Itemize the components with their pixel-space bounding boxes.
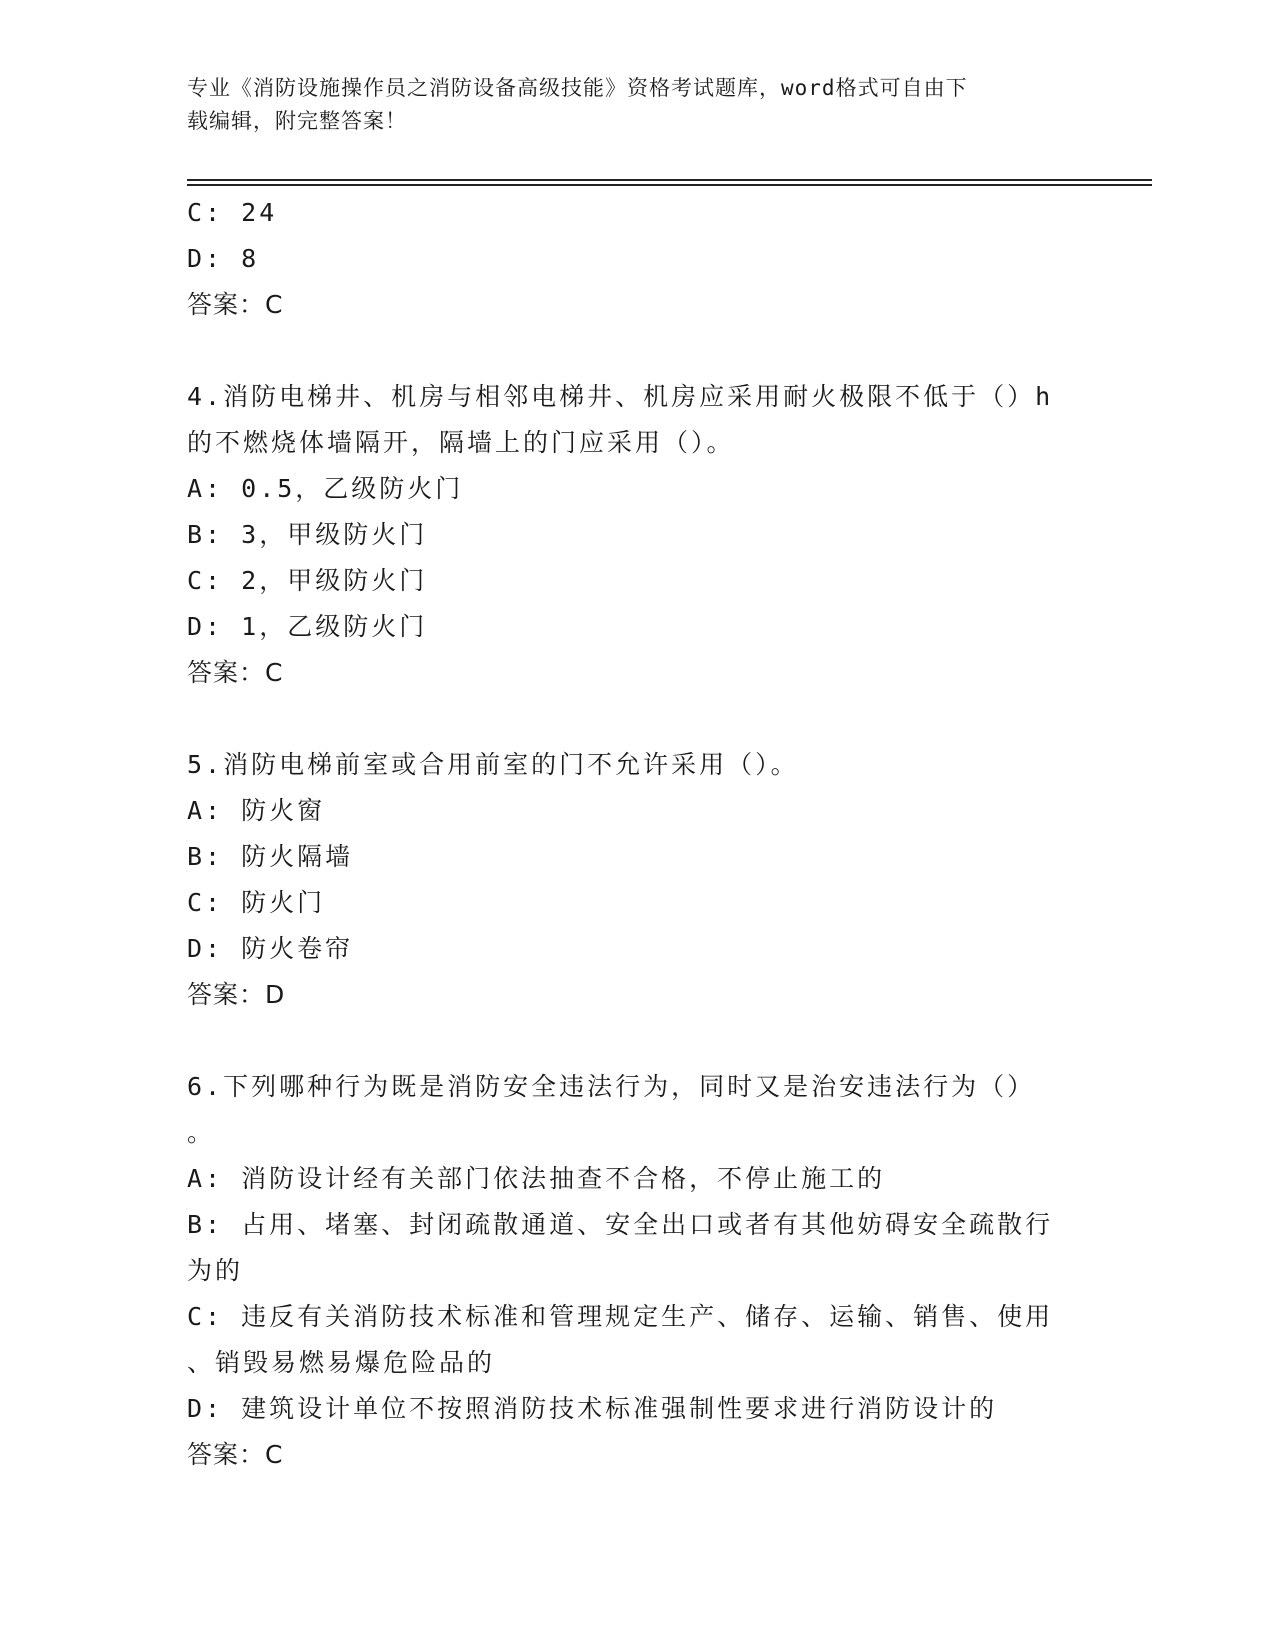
option-b: B: 防火隔墙 xyxy=(187,842,354,871)
document-header xyxy=(187,72,1067,138)
spacer xyxy=(187,1018,1087,1064)
question-3-tail xyxy=(187,190,1087,328)
option-b: B: 占用、堵塞、封闭疏散通道、安全出口或者有其他妨碍安全疏散行 xyxy=(187,1210,1054,1239)
option-d: D: 8 xyxy=(187,244,260,273)
header-divider-bottom xyxy=(187,184,1152,186)
question-stem-cont: 的不燃烧体墙隔开，隔墙上的门应采用（）。 xyxy=(187,428,735,457)
option-d: D: 建筑设计单位不按照消防技术标准强制性要求进行消防设计的 xyxy=(187,1394,998,1423)
answer: 答案：C xyxy=(187,1440,284,1469)
option-d: D: 1，乙级防火门 xyxy=(187,612,428,641)
spacer xyxy=(187,328,1087,374)
header-line-1: 专业《消防设施操作员之消防设备高级技能》资格考试题库，word格式可自由下 xyxy=(187,76,968,100)
question-stem-cont: 。 xyxy=(187,1118,216,1147)
option-b: B: 3，甲级防火门 xyxy=(187,520,428,549)
question-4 xyxy=(187,374,1087,696)
header-line-2: 载编辑，附完整答案！ xyxy=(187,109,407,133)
header-divider-top xyxy=(187,179,1152,181)
answer: 答案：D xyxy=(187,980,286,1009)
option-d: D: 防火卷帘 xyxy=(187,934,354,963)
option-c: C: 24 xyxy=(187,198,278,227)
option-a: A: 0.5，乙级防火门 xyxy=(187,474,464,503)
spacer xyxy=(187,696,1087,742)
question-5 xyxy=(187,742,1087,1018)
option-a: A: 防火窗 xyxy=(187,796,326,825)
question-stem: 6.下列哪种行为既是消防安全违法行为，同时又是治安违法行为（） xyxy=(187,1072,1036,1101)
option-a: A: 消防设计经有关部门依法抽查不合格，不停止施工的 xyxy=(187,1164,886,1193)
question-stem: 5.消防电梯前室或合用前室的门不允许采用（）。 xyxy=(187,750,799,779)
question-stem: 4.消防电梯井、机房与相邻电梯井、机房应采用耐火极限不低于（）h xyxy=(187,382,1054,411)
question-6 xyxy=(187,1064,1087,1478)
option-c: C: 违反有关消防技术标准和管理规定生产、储存、运输、销售、使用 xyxy=(187,1302,1054,1331)
answer: 答案：C xyxy=(187,290,284,319)
answer: 答案：C xyxy=(187,658,284,687)
option-c: C: 2，甲级防火门 xyxy=(187,566,428,595)
option-c-cont: 、销毁易燃易爆危险品的 xyxy=(187,1348,496,1377)
option-c: C: 防火门 xyxy=(187,888,326,917)
question-list xyxy=(187,190,1087,1478)
option-b-cont: 为的 xyxy=(187,1256,244,1285)
